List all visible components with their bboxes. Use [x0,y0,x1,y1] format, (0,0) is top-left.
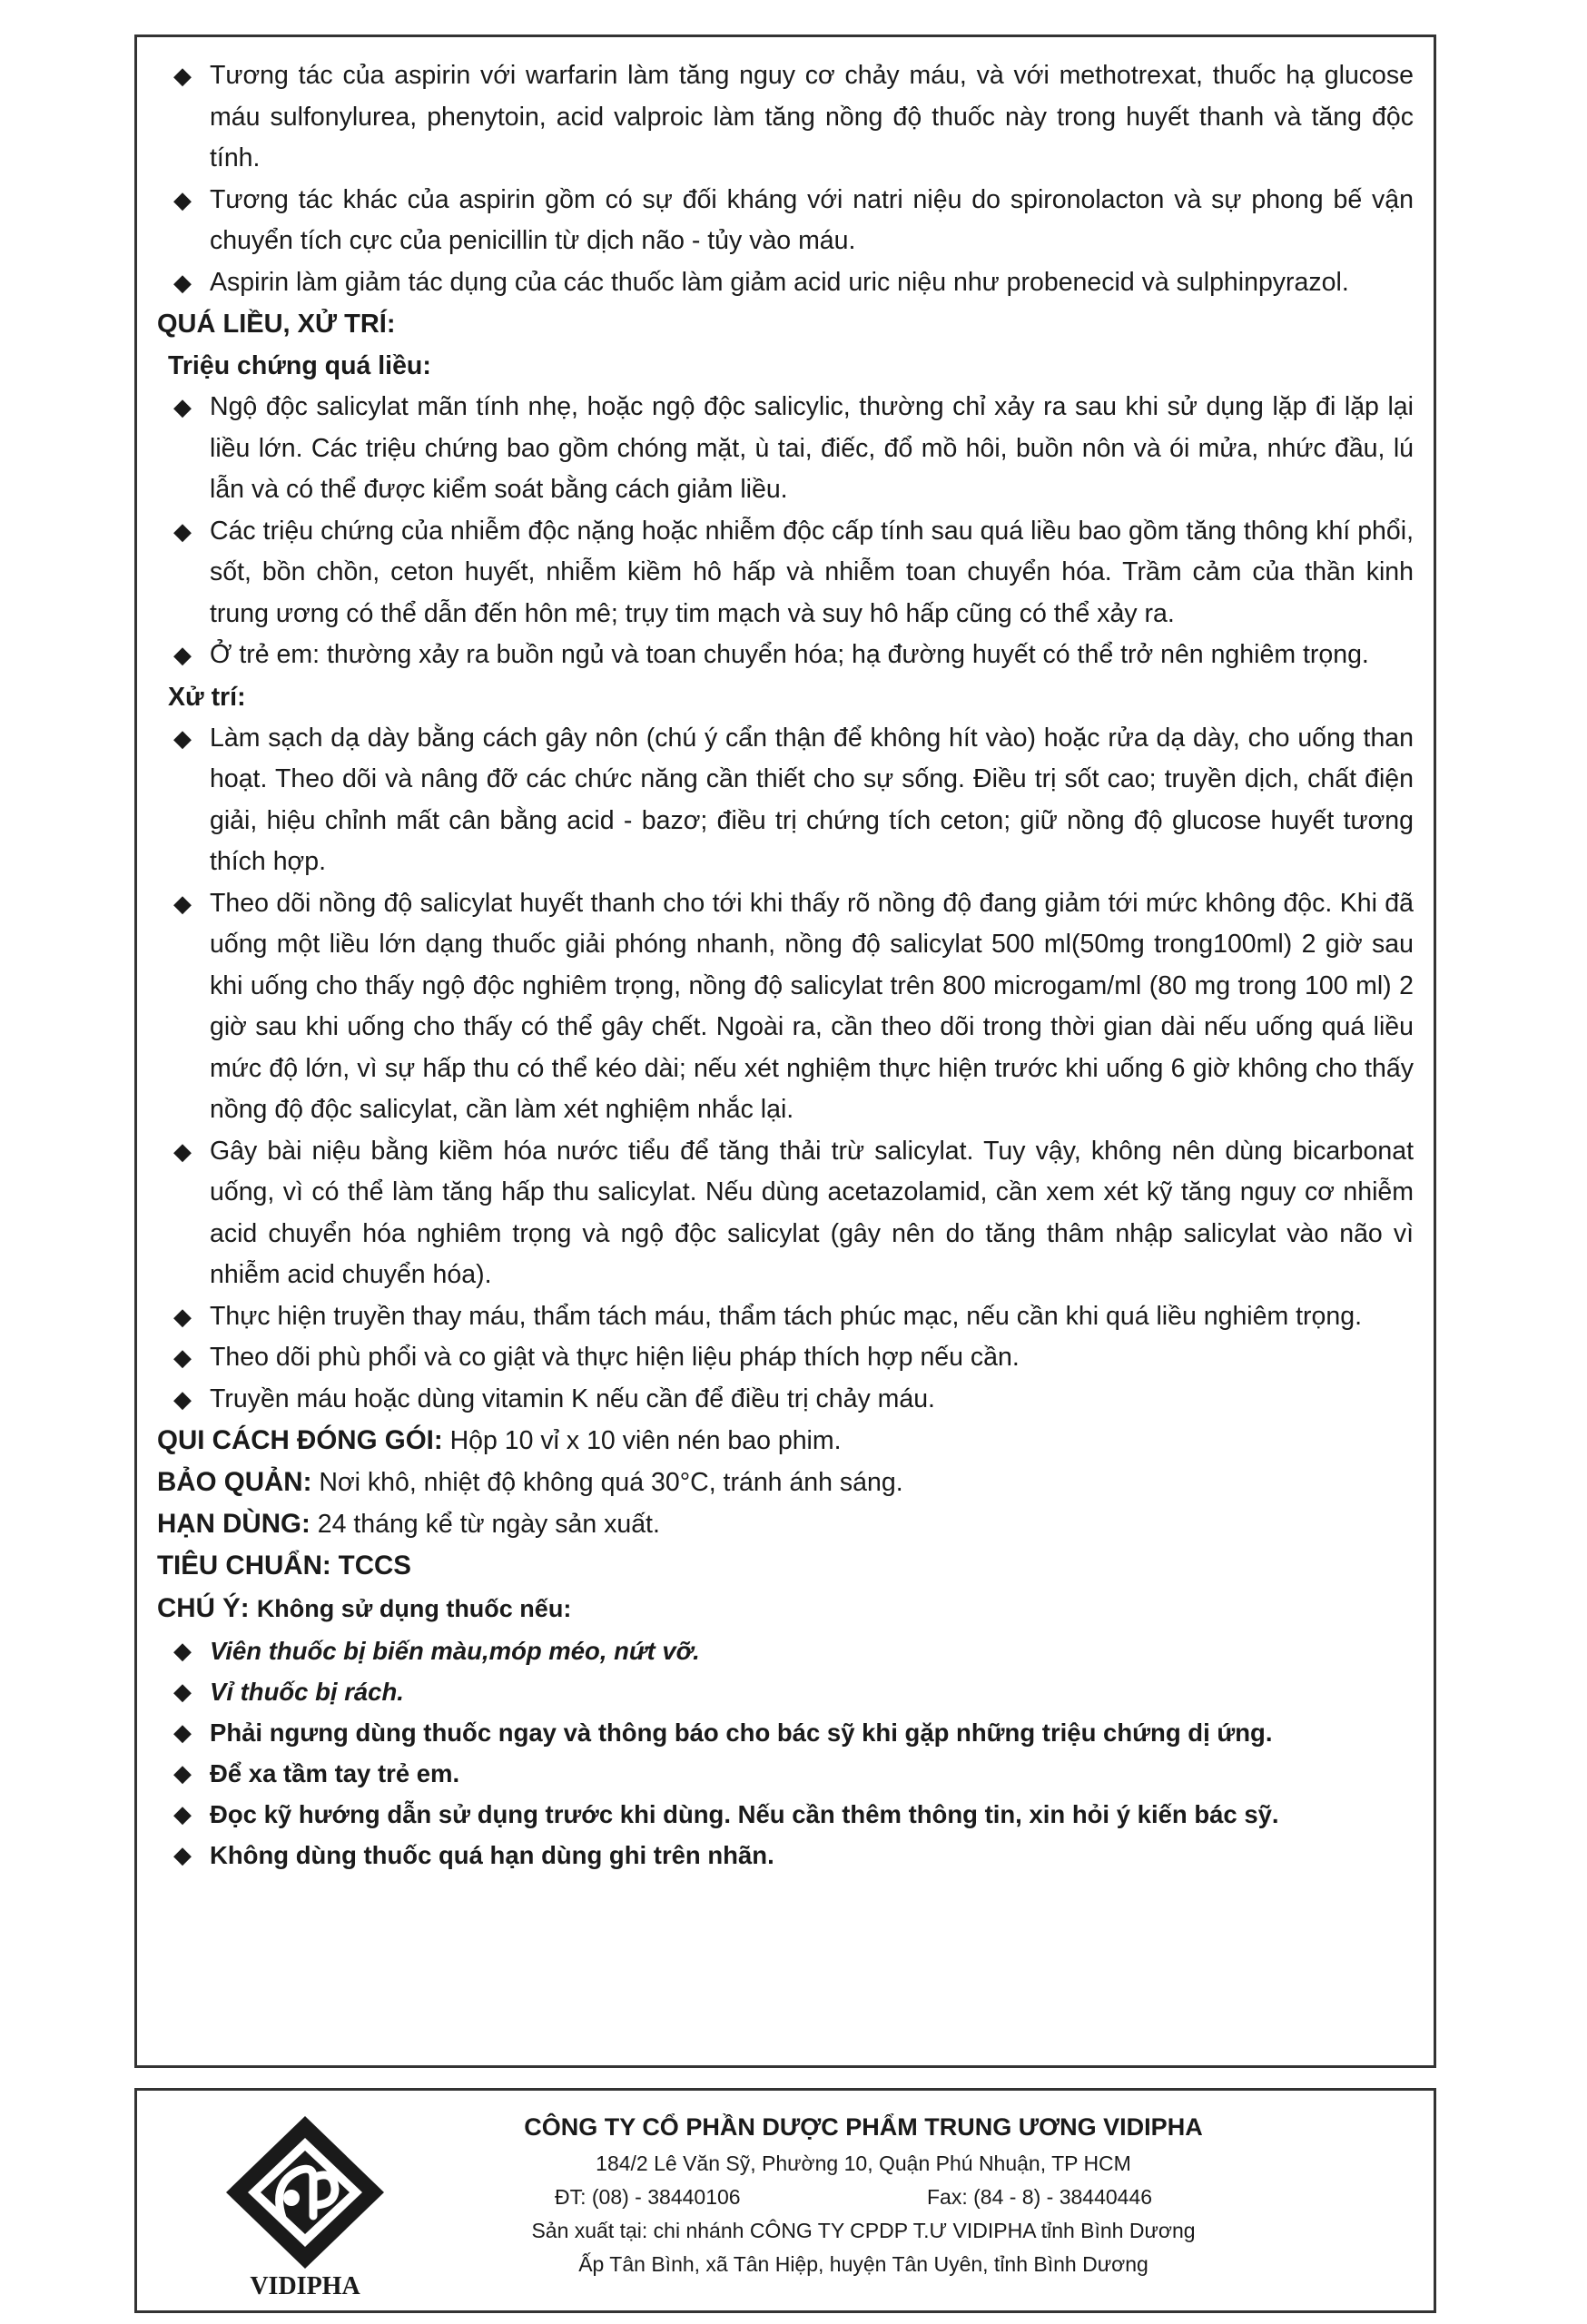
interaction-text: Tương tác của aspirin với warfarin làm tăng nguy cơ chảy máu, và với methotrexat, thuốc hạ glucose máu sulfonylurea, phenytoin, acid valproic làm tăng nồng độ thuốc này trong huyết thanh và tăng độc tính. [210,61,1414,172]
note-text: Không dùng thuốc quá hạn dùng ghi trên nhãn. [210,1841,774,1869]
bullet-icon: ◆ [173,393,192,420]
bullet-icon: ◆ [173,1302,192,1330]
list-item [157,1337,1414,1379]
list-item [157,180,1414,262]
list-item [157,262,1414,304]
list-item [157,1379,1414,1421]
bullet-icon: ◆ [173,641,192,668]
logo-name: VIDIPHA [250,2272,360,2300]
treatment-text: Gây bài niệu bằng kiềm hóa nước tiểu để tăng thải trừ salicylat. Tuy vậy, không nên dùng bicarbonat uống, vì có thể làm tăng hấp thu salicylat. Nếu dùng acetazolamid, cần xem xét kỹ tăng nguy cơ nhiễm acid chuyển hóa nghiêm trọng và ngộ độc salicylat (gây nên do tăng thâm nhập salicylat vào não vì nhiễm acid chuyển hóa). [210,1136,1414,1289]
bullet-icon: ◆ [173,724,192,752]
list-item [157,1296,1414,1338]
treatment-text: Truyền máu hoặc dùng vitamin K nếu cần để điều trị chảy máu. [210,1384,935,1413]
list-item [157,635,1414,676]
leaflet-page [134,34,1436,2068]
treatment-text: Theo dõi nồng độ salicylat huyết thanh cho tới khi thấy rõ nồng độ đang giảm tới mức không độc. Khi đã uống một liều lớn dạng thuốc giải phóng nhanh, nồng độ salicylat 500 ml(50mg trong100ml) 2 giờ sau khi uống cho thấy ngộ độc nghiêm trọng, nồng độ salicylat trên 800 microgam/ml (80 mg trong 100 ml) 2 giờ sau khi uống cho thấy có thể gây chết. Ngoài ra, cần theo dõi trong thời gian dài nếu uống quá liều mức độ lớn, vì sự hấp thu có thể kéo dài; nếu xét nghiệm thực hiện trước khi uống 6 giờ không cho thấy nồng độ độc salicylat, cần làm xét nghiệm nhắc lại. [210,888,1414,1124]
overdose-heading: QUÁ LIỀU, XỬ TRÍ: [157,310,396,339]
bullet-icon: ◆ [173,185,192,213]
packing-row [157,1420,1414,1462]
list-item [157,883,1414,1131]
list-item [157,1131,1414,1296]
storage-label: BẢO QUẢN: [157,1467,312,1497]
bullet-icon: ◆ [173,1678,192,1705]
bullet-icon: ◆ [173,1137,192,1165]
note-text: Viên thuốc bị biến màu,móp méo, nứt vỡ. [210,1637,700,1665]
expiry-value: 24 tháng kể từ ngày sản xuất. [317,1510,660,1539]
list-item [157,1794,1414,1835]
bullet-icon: ◆ [173,1344,192,1371]
bullet-icon: ◆ [173,1718,192,1746]
list-item [157,1712,1414,1753]
logo-diamond-icon [219,2111,391,2274]
contact-row [500,2181,1227,2214]
symptom-text: Ở trẻ em: thường xảy ra buồn ngủ và toan chuyển hóa; hạ đường huyết có thể trở nên nghiêm trọng. [210,640,1369,669]
list-item [157,1671,1414,1712]
expiry-row [157,1503,1414,1545]
company-name: CÔNG TY CỔ PHẦN DƯỢC PHẨM TRUNG ƯƠNG VIDIPHA [524,2113,1203,2141]
treatment-text: Theo dõi phù phổi và co giật và thực hiện liệu pháp thích hợp nếu cần. [210,1343,1020,1372]
treatment-list [157,718,1414,1421]
standard-value: TCCS [338,1551,411,1581]
branch-info: Sản xuất tại: chi nhánh CÔNG TY CPDP T.Ư VIDIPHA tỉnh Bình Dương [531,2219,1196,2242]
note-text: Để xa tầm tay trẻ em. [210,1759,460,1787]
storage-value: Nơi khô, nhiệt độ không quá 30°C, tránh ánh sáng. [319,1468,903,1497]
standard-label: TIÊU CHUẨN: [157,1551,331,1581]
bullet-icon: ◆ [173,517,192,545]
company-info [500,2107,1227,2281]
notes-list [157,1630,1414,1876]
company-address: 184/2 Lê Văn Sỹ, Phường 10, Quận Phú Nhuận, TP HCM [596,2152,1131,2175]
note-text: Đọc kỹ hướng dẫn sử dụng trước khi dùng. Nếu cần thêm thông tin, xin hỏi ý kiến bác sỹ. [210,1800,1279,1828]
packing-label: QUI CÁCH ĐÓNG GÓI: [157,1425,443,1455]
interaction-text: Tương tác khác của aspirin gồm có sự đối kháng với natri niệu do spironolacton và sự phong bế vận chuyển tích cực của penicillin từ dịch não - tủy vào máu. [210,184,1414,255]
bullet-icon: ◆ [173,1637,192,1664]
company-footer [134,2088,1436,2313]
notes-title [157,1587,1414,1630]
packing-value: Hộp 10 vỉ x 10 viên nén bao phim. [449,1426,842,1455]
bullet-icon: ◆ [173,62,192,89]
list-item [157,511,1414,635]
bullet-icon: ◆ [173,268,192,296]
treatment-title: Xử trí: [168,682,246,712]
standard-row [157,1545,1414,1587]
notes-title-rest: Không sử dụng thuốc nếu: [256,1595,572,1622]
bullet-icon: ◆ [173,1800,192,1827]
treatment-text: Làm sạch dạ dày bằng cách gây nôn (chú ý cẩn thận để không hít vào) hoặc rửa dạ dày, cho uống than hoạt. Theo dõi và nâng đỡ các chức năng cần thiết cho sự sống. Điều trị sốt cao; truyền dịch, chất điện giải, hiệu chỉnh mất cân bằng acid - bazơ; điều trị chứng tích ceton; giữ nồng độ glucose huyết tương thích hợp. [210,723,1414,876]
branch-address: Ấp Tân Bình, xã Tân Hiệp, huyện Tân Uyên, tỉnh Bình Dương [578,2252,1148,2276]
interactions-list [157,55,1414,303]
list-item [157,55,1414,180]
storage-row [157,1462,1414,1503]
symptom-text: Các triệu chứng của nhiễm độc nặng hoặc nhiễm độc cấp tính sau quá liều bao gồm tăng thông khí phổi, sốt, bồn chồn, ceton huyết, nhiễm kiềm hô hấp và nhiễm toan chuyển hóa. Trầm cảm của thần kinh trung ương có thể dẫn đến hôn mê; trụy tim mạch và suy hô hấp cũng có thể xảy ra. [210,516,1414,628]
bullet-icon: ◆ [173,889,192,917]
vidipha-logo [219,2111,391,2309]
symptoms-title: Triệu chứng quá liều: [168,351,431,380]
list-item [157,1753,1414,1794]
list-item [157,1630,1414,1671]
bullet-icon: ◆ [173,1384,192,1413]
notes-title-prefix: CHÚ Ý: [157,1593,250,1623]
expiry-label: HẠN DÙNG: [157,1509,310,1539]
phone-number: ĐT: (08) - 38440106 [555,2185,741,2209]
list-item [157,387,1414,511]
bullet-icon: ◆ [173,1841,192,1868]
symptom-text: Ngộ độc salicylat mãn tính nhẹ, hoặc ngộ độc salicylic, thường chỉ xảy ra sau khi sử dụng lặp đi lặp lại liều lớn. Các triệu chứng bao gồm chóng mặt, ù tai, điếc, đổ mồ hôi, buồn nôn và ói mửa, nhức đầu, lú lẫn và có thể được kiểm soát bằng cách giảm liều. [210,392,1414,504]
fax-number: Fax: (84 - 8) - 38440446 [927,2185,1153,2209]
list-item [157,1835,1414,1876]
list-item [157,718,1414,883]
interaction-text: Aspirin làm giảm tác dụng của các thuốc làm giảm acid uric niệu như probenecid và sulphinpyrazol. [210,267,1349,297]
note-text: Phải ngưng dùng thuốc ngay và thông báo cho bác sỹ khi gặp những triệu chứng dị ứng. [210,1718,1273,1747]
bullet-icon: ◆ [173,1759,192,1787]
note-text: Vỉ thuốc bị rách. [210,1678,404,1706]
symptoms-list [157,387,1414,676]
treatment-text: Thực hiện truyền thay máu, thẩm tách máu, thẩm tách phúc mạc, nếu cần khi quá liều nghiêm trọng. [210,1301,1363,1331]
